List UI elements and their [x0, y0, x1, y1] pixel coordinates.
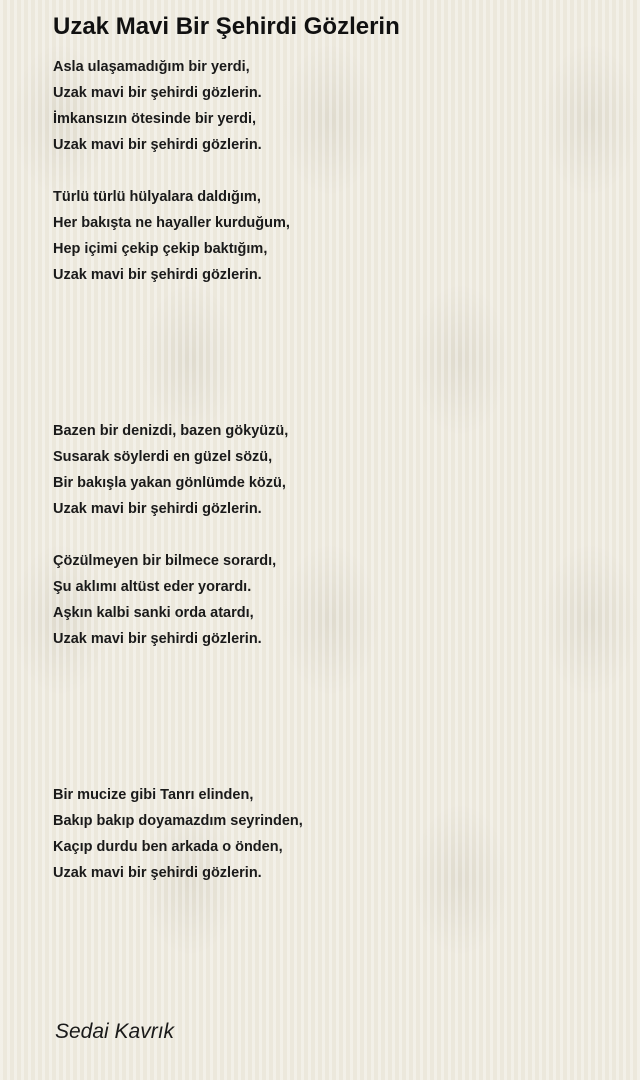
poem-line: Uzak mavi bir şehirdi gözlerin. [53, 267, 262, 283]
poem-line: Uzak mavi bir şehirdi gözlerin. [53, 137, 262, 153]
poem-line: Uzak mavi bir şehirdi gözlerin. [53, 85, 262, 101]
poem-line: Uzak mavi bir şehirdi gözlerin. [53, 865, 262, 881]
section-gap [53, 288, 613, 418]
poem-line: Türlü türlü hülyalara daldığım, [53, 189, 261, 205]
poem-line: Şu aklımı altüst eder yorardı. [53, 579, 252, 595]
poem-line: Uzak mavi bir şehirdi gözlerin. [53, 501, 262, 517]
poem-line: Kaçıp durdu ben arkada o önden, [53, 839, 283, 855]
poem-container [53, 12, 613, 886]
poem-line: Asla ulaşamadığım bir yerdi, [53, 59, 250, 75]
stanza-5 [53, 782, 613, 886]
poem-line: Çözülmeyen bir bilmece sorardı, [53, 553, 277, 569]
poem-line: Uzak mavi bir şehirdi gözlerin. [53, 631, 262, 647]
poem-author: Sedai Kavrık [55, 1020, 175, 1043]
stanza-gap [53, 158, 613, 184]
stanza-2 [53, 184, 613, 288]
section-gap [53, 652, 613, 782]
poem-line: Bakıp bakıp doyamazdım seyrinden, [53, 813, 303, 829]
poem-title: Uzak Mavi Bir Şehirdi Gözlerin [53, 13, 400, 40]
poem-line: İmkansızın ötesinde bir yerdi, [53, 111, 257, 127]
poem-line: Hep içimi çekip çekip baktığım, [53, 241, 268, 257]
stanza-1 [53, 54, 613, 158]
stanza-gap [53, 522, 613, 548]
stanza-4 [53, 548, 613, 652]
poem-line: Her bakışta ne hayaller kurduğum, [53, 215, 290, 231]
stanza-3 [53, 418, 613, 522]
poem-line: Bir bakışla yakan gönlümde közü, [53, 475, 286, 491]
poem-line: Bir mucize gibi Tanrı elinden, [53, 787, 254, 803]
poem-line: Susarak söylerdi en güzel sözü, [53, 449, 273, 465]
poem-line: Aşkın kalbi sanki orda atardı, [53, 605, 254, 621]
poem-line: Bazen bir denizdi, bazen gökyüzü, [53, 423, 289, 439]
